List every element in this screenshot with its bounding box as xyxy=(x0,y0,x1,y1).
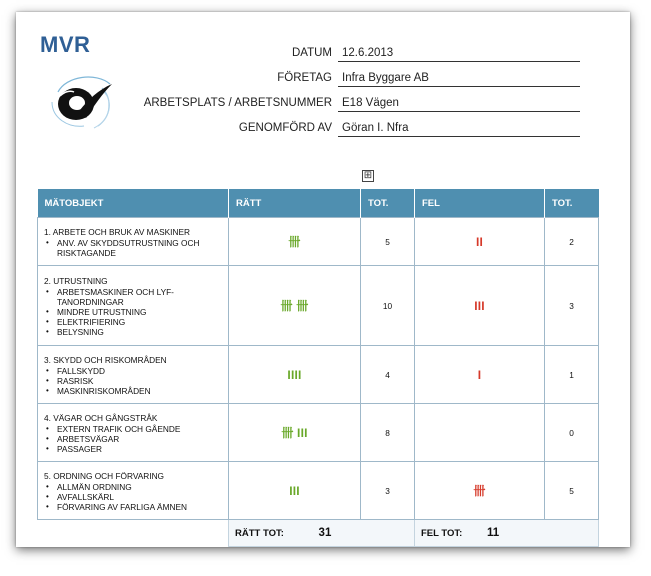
list-item: • FÖRVARING AV FARLIGA ÄMNEN xyxy=(44,502,224,512)
ratt-total-value: 31 xyxy=(318,527,332,539)
list-item: • ARBETSVÄGAR xyxy=(44,434,224,444)
field-arbetsplats-value[interactable]: E18 Vägen xyxy=(338,97,580,112)
field-arbetsplats xyxy=(116,97,576,113)
fel-total-label: FEL TOT: xyxy=(421,528,463,539)
row-category: 3. SKYDD OCH RISKOMRÅDEN xyxy=(44,354,167,365)
ratt-total: 8 xyxy=(361,404,415,462)
field-foretag-value[interactable]: Infra Byggare AB xyxy=(338,72,580,87)
row-object-cell xyxy=(38,462,229,520)
row-object-cell xyxy=(38,218,229,266)
row-category: 4. VÄGAR OCH GÅNGSTRÅK xyxy=(44,412,158,423)
list-item: • EXTERN TRAFIK OCH GÅENDE xyxy=(44,424,224,434)
fel-total: 0 xyxy=(545,404,599,462)
report-sheet xyxy=(16,12,630,547)
list-item: • FALLSKYDD xyxy=(44,366,224,376)
ratt-total: 3 xyxy=(361,462,415,520)
list-item: • ARBETSMASKINER OCH LYF-TANORDNINGAR xyxy=(44,287,224,307)
list-item: • MINDRE UTRUSTNING xyxy=(44,307,224,317)
table-row xyxy=(38,266,599,346)
ratt-total: 10 xyxy=(361,266,415,346)
ratt-total-label: RÄTT TOT: xyxy=(235,528,284,539)
fel-tally: 卌 xyxy=(473,484,486,498)
field-genomford-value[interactable]: Göran I. Nfra xyxy=(338,122,580,137)
fel-total-value: 11 xyxy=(487,527,500,539)
table-row xyxy=(38,404,599,462)
header-ratt: RÄTT xyxy=(229,189,361,218)
header-fel-tot: TOT. xyxy=(545,189,599,218)
row-category: 2. UTRUSTNING xyxy=(44,275,108,286)
row-object-cell xyxy=(38,266,229,346)
row-category: 5. ORDNING OCH FÖRVARING xyxy=(44,470,165,481)
ratt-tally: IIII xyxy=(287,367,302,382)
field-arbetsplats-label: ARBETSPLATS / ARBETSNUMMER xyxy=(143,97,332,109)
ratt-total: 4 xyxy=(361,346,415,404)
expand-table-icon[interactable]: ⊞ xyxy=(363,170,373,181)
list-item: • PASSAGER xyxy=(44,444,224,454)
list-item: • ELEKTRIFIERING xyxy=(44,317,224,327)
ratt-total: 5 xyxy=(361,218,415,266)
company-logo-icon xyxy=(40,66,120,136)
table-row xyxy=(38,346,599,404)
fel-total: 3 xyxy=(545,266,599,346)
fel-total: 1 xyxy=(545,346,599,404)
ratt-tally: 卌 III xyxy=(281,426,308,440)
field-foretag-label: FÖRETAG xyxy=(277,72,332,84)
list-item: • BELYSNING xyxy=(44,327,224,337)
fel-total: 5 xyxy=(545,462,599,520)
list-item: • AVFALLSKÄRL xyxy=(44,492,224,502)
fel-tally: II xyxy=(475,234,484,249)
totals-row xyxy=(38,520,599,547)
fel-tally: III xyxy=(474,298,485,313)
field-datum-value[interactable]: 12.6.2013 xyxy=(338,47,580,62)
row-category: 1. ARBETE OCH BRUK AV MASKINER xyxy=(44,226,191,237)
list-item: • MASKINRISKOMRÅDEN xyxy=(44,386,224,396)
field-genomford xyxy=(116,122,576,138)
totals-spacer xyxy=(38,520,229,547)
field-datum-label: DATUM xyxy=(291,47,332,59)
ratt-tally: 卌 xyxy=(288,235,301,249)
header-ratt-tot: TOT. xyxy=(361,189,415,218)
list-item: • RASRISK xyxy=(44,376,224,386)
list-item: • ANV. AV SKYDDSUTRUSTNING OCH RISKTAGANDE xyxy=(44,238,224,258)
fel-total: 2 xyxy=(545,218,599,266)
row-object-cell xyxy=(38,404,229,462)
list-item: • ALLMÄN ORDNING xyxy=(44,482,224,492)
field-foretag xyxy=(116,72,576,88)
ratt-tally: III xyxy=(289,483,300,498)
field-genomford-label: GENOMFÖRD AV xyxy=(238,122,332,134)
table-header-row xyxy=(38,189,599,218)
ratt-total-cell xyxy=(229,520,415,547)
table-row xyxy=(38,462,599,520)
fel-tally: I xyxy=(477,367,482,382)
field-datum xyxy=(116,47,576,63)
row-object-cell xyxy=(38,346,229,404)
header-fel: FEL xyxy=(415,189,545,218)
table-row xyxy=(38,218,599,266)
ratt-tally: 卌 卌 xyxy=(280,299,309,313)
measurement-table xyxy=(37,189,599,547)
header-matobjekt: MÄTOBJEKT xyxy=(38,189,229,218)
brand-title: MVR xyxy=(40,32,91,57)
fel-total-cell xyxy=(415,520,599,547)
